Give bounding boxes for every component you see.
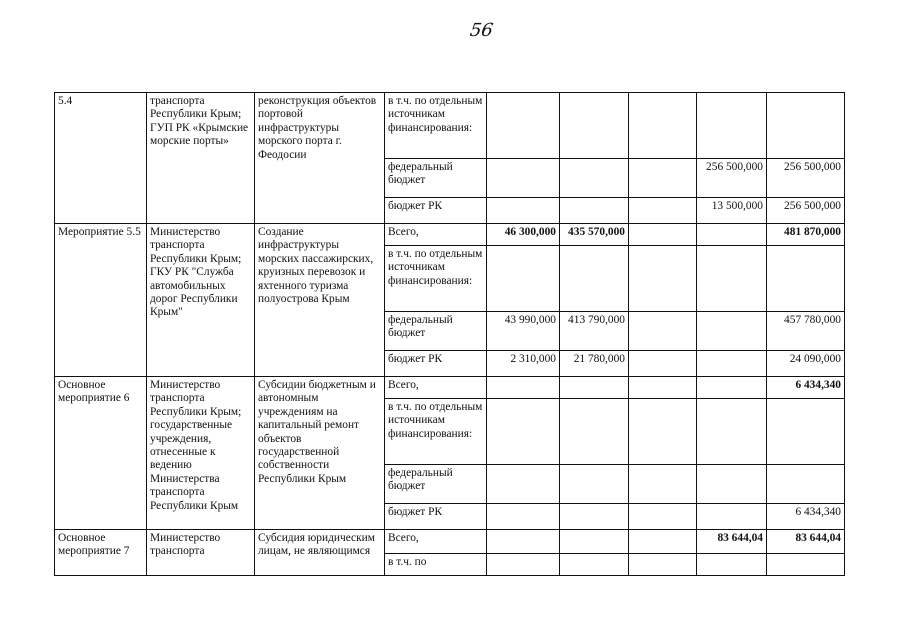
- value-cell: 457 780,000: [767, 312, 845, 351]
- value-cell: [767, 246, 845, 312]
- value-cell: 6 434,340: [767, 504, 845, 530]
- funding-kind-cell: бюджет РК: [385, 198, 487, 224]
- value-cell: [487, 198, 560, 224]
- value-cell: [487, 465, 560, 504]
- value-cell: [697, 351, 767, 377]
- value-cell: [560, 399, 629, 465]
- value-cell: 2 310,000: [487, 351, 560, 377]
- value-cell: [697, 312, 767, 351]
- funding-kind-cell: бюджет РК: [385, 351, 487, 377]
- value-cell: [629, 554, 697, 576]
- value-cell: [487, 159, 560, 198]
- value-cell: 435 570,000: [560, 224, 629, 246]
- value-cell: 481 870,000: [767, 224, 845, 246]
- funding-kind-cell: федеральный бюджет: [385, 159, 487, 198]
- table-row: [55, 224, 845, 246]
- value-cell: [697, 377, 767, 399]
- value-cell: 13 500,000: [697, 198, 767, 224]
- page-number: 56: [468, 20, 495, 41]
- value-cell: [629, 198, 697, 224]
- executor-cell: Министерство транспорта Республики Крым; государственные учреждения, отнесенные к ведению Министерства транспорта Республики Крым: [147, 377, 255, 530]
- description-cell: Создание инфраструктуры морских пассажирских, круизных перевозок и яхтенного туризма полуострова Крым: [255, 224, 385, 377]
- value-cell: 46 300,000: [487, 224, 560, 246]
- value-cell: [629, 246, 697, 312]
- value-cell: [560, 465, 629, 504]
- value-cell: 413 790,000: [560, 312, 629, 351]
- table-row: [55, 377, 845, 399]
- value-cell: 43 990,000: [487, 312, 560, 351]
- funding-kind-cell: Всего,: [385, 530, 487, 554]
- table-row: [55, 93, 845, 159]
- value-cell: [629, 224, 697, 246]
- funding-kind-cell: бюджет РК: [385, 504, 487, 530]
- value-cell: 24 090,000: [767, 351, 845, 377]
- value-cell: [560, 93, 629, 159]
- funding-kind-cell: в т.ч. по отдельным источникам финансирования:: [385, 93, 487, 159]
- value-cell: [560, 377, 629, 399]
- executor-cell: Министерство транспорта Республики Крым; ГКУ РК "Служба автомобильных дорог Республики Крым": [147, 224, 255, 377]
- value-cell: [767, 554, 845, 576]
- value-cell: [560, 159, 629, 198]
- value-cell: [629, 377, 697, 399]
- value-cell: [767, 465, 845, 504]
- value-cell: [629, 465, 697, 504]
- funding-kind-cell: в т.ч. по: [385, 554, 487, 576]
- value-cell: [487, 554, 560, 576]
- value-cell: [487, 246, 560, 312]
- value-cell: [629, 312, 697, 351]
- description-cell: реконструкция объектов портовой инфраструктуры морского порта г. Феодосии: [255, 93, 385, 224]
- table-row: [55, 530, 845, 554]
- value-cell: [697, 465, 767, 504]
- description-cell: Субсидия юридическим лицам, не являющимся: [255, 530, 385, 576]
- measure-id-cell: Основное мероприятие 6: [55, 377, 147, 530]
- funding-kind-cell: Всего,: [385, 377, 487, 399]
- description-cell: Субсидии бюджетным и автономным учреждениям на капитальный ремонт объектов государственной собственности Республики Крым: [255, 377, 385, 530]
- value-cell: [767, 399, 845, 465]
- value-cell: [697, 554, 767, 576]
- value-cell: 256 500,000: [767, 159, 845, 198]
- measure-id-cell: 5.4: [55, 93, 147, 224]
- value-cell: [487, 399, 560, 465]
- value-cell: [487, 504, 560, 530]
- value-cell: [560, 554, 629, 576]
- value-cell: [560, 530, 629, 554]
- financing-table: [54, 92, 845, 576]
- value-cell: 6 434,340: [767, 377, 845, 399]
- value-cell: [629, 159, 697, 198]
- value-cell: 256 500,000: [767, 198, 845, 224]
- value-cell: 256 500,000: [697, 159, 767, 198]
- value-cell: [697, 399, 767, 465]
- funding-kind-cell: Всего,: [385, 224, 487, 246]
- value-cell: [629, 399, 697, 465]
- value-cell: [487, 93, 560, 159]
- value-cell: [560, 246, 629, 312]
- value-cell: 21 780,000: [560, 351, 629, 377]
- value-cell: [560, 198, 629, 224]
- value-cell: [560, 504, 629, 530]
- value-cell: 83 644,04: [767, 530, 845, 554]
- value-cell: [629, 351, 697, 377]
- executor-cell: Министерство транспорта: [147, 530, 255, 576]
- value-cell: [629, 530, 697, 554]
- funding-kind-cell: федеральный бюджет: [385, 312, 487, 351]
- value-cell: [629, 93, 697, 159]
- value-cell: [697, 93, 767, 159]
- funding-kind-cell: в т.ч. по отдельным источникам финансирования:: [385, 399, 487, 465]
- value-cell: [629, 504, 697, 530]
- value-cell: [487, 530, 560, 554]
- value-cell: [697, 504, 767, 530]
- measure-id-cell: Мероприятие 5.5: [55, 224, 147, 377]
- measure-id-cell: Основное мероприятие 7: [55, 530, 147, 576]
- value-cell: [487, 377, 560, 399]
- value-cell: [767, 93, 845, 159]
- value-cell: [697, 224, 767, 246]
- funding-kind-cell: в т.ч. по отдельным источникам финансирования:: [385, 246, 487, 312]
- value-cell: [697, 246, 767, 312]
- funding-kind-cell: федеральный бюджет: [385, 465, 487, 504]
- executor-cell: транспорта Республики Крым; ГУП РК «Крымские морские порты»: [147, 93, 255, 224]
- value-cell: 83 644,04: [697, 530, 767, 554]
